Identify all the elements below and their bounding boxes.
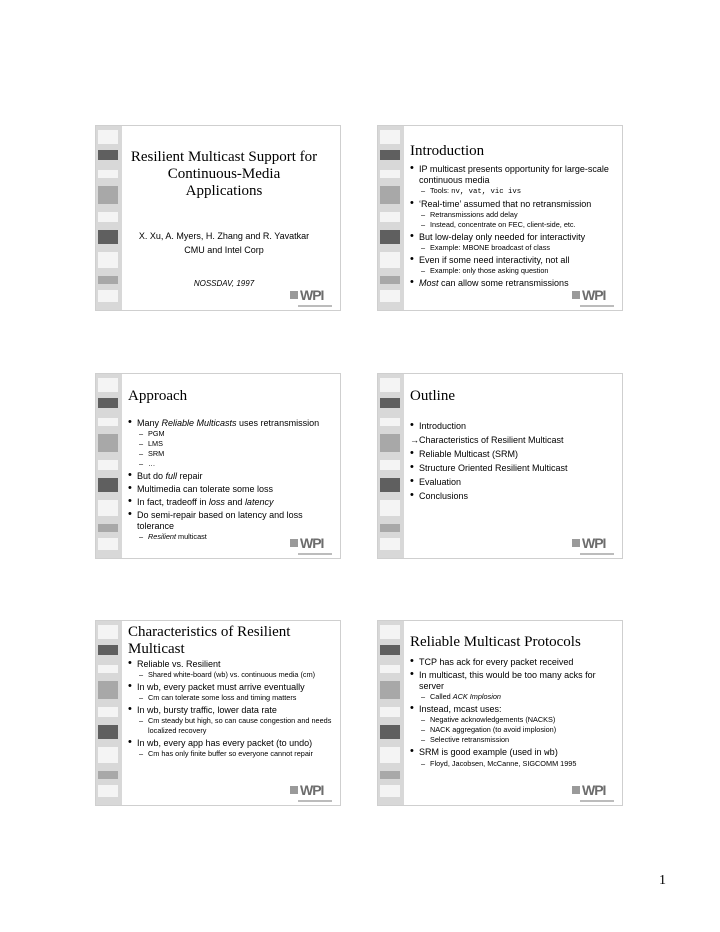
sub-bullet: – Cm has only finite buffer so everyone cannot repair <box>128 749 336 759</box>
decorative-strip <box>96 126 122 310</box>
sub-bullet: – Called ACK Implosion <box>410 692 618 702</box>
outline-item: • Introduction <box>410 420 618 432</box>
slide-characteristics <box>95 620 341 806</box>
sub-bullet: – Shared white-board (wb) vs. continuous media (cm) <box>128 670 336 680</box>
bullet: • In wb, bursty traffic, lower data rate <box>128 705 336 716</box>
sub-bullet: – Retransmissions add delay <box>410 210 618 220</box>
bullet: • In wb, every app has every packet (to undo) <box>128 738 336 749</box>
affiliation: CMU and Intel Corp <box>184 245 264 255</box>
slide-title-heading: Resilient Multicast Support for Continuous-Media Applications <box>130 149 318 199</box>
bullet: • Reliable vs. Resilient <box>128 659 336 670</box>
sub-bullet: – PGM <box>128 429 336 439</box>
slide-heading: Introduction <box>410 143 485 159</box>
sub-bullet: – Example: MBONE broadcast of class <box>410 243 618 253</box>
outline-item-current: → Characteristics of Resilient Multicast <box>410 434 618 446</box>
decorative-strip <box>96 374 122 558</box>
bullet: • In multicast, this would be too many acks for server <box>410 670 618 692</box>
bullet: • Even if some need interactivity, not all <box>410 255 618 266</box>
outline-item: • Conclusions <box>410 490 618 502</box>
decorative-strip <box>378 621 404 805</box>
slide-body <box>128 416 336 542</box>
bullet: • Instead, mcast uses: <box>410 704 618 715</box>
wpi-logo: WPI <box>572 288 614 304</box>
wpi-logo: WPI <box>290 783 332 799</box>
outline-item: • Evaluation <box>410 476 618 488</box>
wpi-logo: WPI <box>290 536 332 552</box>
page-number: 1 <box>659 873 666 888</box>
sub-bullet: – Selective retransmission <box>410 735 618 745</box>
sub-bullet: – Cm can tolerate some loss and timing matters <box>128 693 336 703</box>
sub-bullet: – LMS <box>128 439 336 449</box>
sub-bullet: – NACK aggregation (to avoid implosion) <box>410 725 618 735</box>
sub-bullet: – Floyd, Jacobsen, McCanne, SIGCOMM 1995 <box>410 759 618 769</box>
decorative-strip <box>96 621 122 805</box>
sub-bullet: – Instead, concentrate on FEC, client-side, etc. <box>410 220 618 230</box>
slide-heading: Reliable Multicast Protocols <box>410 634 581 650</box>
bullet: • Multimedia can tolerate some loss <box>128 484 336 495</box>
bullet: • Most can allow some retransmissions <box>410 278 618 289</box>
sub-bullet: – SRM <box>128 449 336 459</box>
slide-body <box>410 418 618 502</box>
bullet: • TCP has ack for every packet received <box>410 657 618 668</box>
slide-body <box>128 657 336 759</box>
slide-reliable-multicast <box>377 620 623 806</box>
bullet: • Do semi-repair based on latency and loss tolerance <box>128 510 336 532</box>
wpi-logo: WPI <box>290 288 332 304</box>
outline-item: • Structure Oriented Resilient Multicast <box>410 462 618 474</box>
bullet: • In wb, every packet must arrive eventually <box>128 682 336 693</box>
sub-bullet: – Negative acknowledgements (NACKS) <box>410 715 618 725</box>
sub-bullet: – Resilient multicast <box>128 532 336 542</box>
bullet: • SRM is good example (used in wb) <box>410 747 618 759</box>
slide-introduction <box>377 125 623 311</box>
venue: NOSSDAV, 1997 <box>193 279 255 288</box>
sub-bullet: – … <box>128 459 336 469</box>
bullet: • IP multicast presents opportunity for large-scale continuous media <box>410 164 618 186</box>
slide-title <box>95 125 341 311</box>
bullet: • Many Reliable Multicasts uses retransmission <box>128 418 336 429</box>
slide-heading: Outline <box>410 388 455 404</box>
slide-heading: Characteristics of Resilient Multicast <box>128 624 291 657</box>
sub-bullet: – Tools: nv, vat, vic ivs <box>410 186 618 197</box>
sub-bullet: – Cm steady but high, so can cause congestion and needs localized recovery <box>128 716 336 736</box>
slide-body <box>410 162 618 289</box>
wpi-logo: WPI <box>572 783 614 799</box>
wpi-logo: WPI <box>572 536 614 552</box>
slide-approach <box>95 373 341 559</box>
authors: X. Xu, A. Myers, H. Zhang and R. Yavatkar <box>138 231 310 241</box>
slide-heading: Approach <box>128 388 188 404</box>
bullet: • ‘Real-time’ assumed that no retransmission <box>410 199 618 210</box>
sub-bullet: – Example: only those asking question <box>410 266 618 276</box>
bullet: • But low-delay only needed for interactivity <box>410 232 618 243</box>
bullet: • But do full repair <box>128 471 336 482</box>
decorative-strip <box>378 126 404 310</box>
bullet: • In fact, tradeoff in loss and latency <box>128 497 336 508</box>
outline-item: • Reliable Multicast (SRM) <box>410 448 618 460</box>
slide-body <box>410 655 618 769</box>
decorative-strip <box>378 374 404 558</box>
slide-outline <box>377 373 623 559</box>
